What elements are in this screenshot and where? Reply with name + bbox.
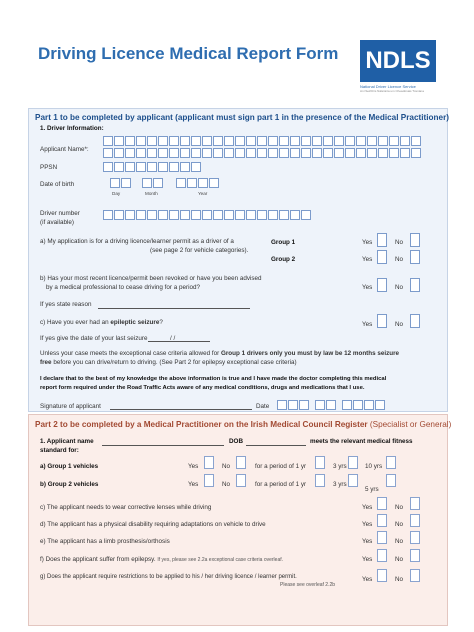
p2f-yes-label: Yes <box>362 556 373 563</box>
p2e-yes-checkbox[interactable] <box>377 531 387 544</box>
seizure-date-sep: / / <box>170 335 176 342</box>
b-no-label: No <box>395 284 404 291</box>
group1-vehicles-label: a) Group 1 vehicles <box>40 463 99 470</box>
p2e-no-label: No <box>395 538 404 545</box>
p2-applicant-name-label: 1. Applicant name <box>40 438 94 445</box>
gv1-yes-label: Yes <box>188 463 199 470</box>
group2-label: Group 2 <box>271 256 296 263</box>
seizure-date-label: If yes give the date of your last seizure <box>40 335 148 342</box>
gv2-1yr-checkbox[interactable] <box>315 474 325 487</box>
g1-yes-label: Yes <box>362 239 373 246</box>
p2d-no-label: No <box>395 521 404 528</box>
gv1-3yrs-checkbox[interactable] <box>348 456 358 469</box>
gv2-no-checkbox[interactable] <box>236 474 246 487</box>
p2e-yes-label: Yes <box>362 538 373 545</box>
group1-label: Group 1 <box>271 239 296 246</box>
declaration-line1: I declare that to the best of my knowledge the above information is true and I have made the doctor completing this medical <box>40 376 387 382</box>
ppsn-boxes[interactable] <box>103 162 202 172</box>
year-label: Year <box>198 191 208 196</box>
gv1-no-checkbox[interactable] <box>236 456 246 469</box>
c-yes-label: Yes <box>362 321 373 328</box>
form-title: Driving Licence Medical Report Form <box>38 44 339 63</box>
p2f-yes-checkbox[interactable] <box>377 549 387 562</box>
gv1-no-label: No <box>222 463 231 470</box>
p2-question-f: f) Does the applicant suffer from epilepsy. If yes, please see 2.2a exceptional case criteria overleaf. <box>40 556 283 563</box>
signature-line[interactable] <box>110 409 252 410</box>
driver-info-label: 1. Driver Information: <box>40 125 104 132</box>
gv2-3yrs-checkbox[interactable] <box>348 474 358 487</box>
gv2-yes-label: Yes <box>188 481 199 488</box>
g1-no-checkbox[interactable] <box>410 233 420 247</box>
part1-heading: Part 1 to be completed by applicant (applicant must sign part 1 in the presence of the Medical Practitioner) <box>35 113 450 122</box>
b-no-checkbox[interactable] <box>410 278 420 292</box>
g2-no-checkbox[interactable] <box>410 250 420 264</box>
gv1-1yr-checkbox[interactable] <box>315 456 325 469</box>
g2-yes-checkbox[interactable] <box>377 250 387 264</box>
gv2-no-label: No <box>222 481 231 488</box>
question-a: a) My application is for a driving licence/learner permit as a driver of a <box>40 238 234 245</box>
g1-yes-checkbox[interactable] <box>377 233 387 247</box>
meets-standard-line2: standard for: <box>40 447 79 454</box>
p2f-no-checkbox[interactable] <box>410 549 420 562</box>
b-yes-label: Yes <box>362 284 373 291</box>
p2d-no-checkbox[interactable] <box>410 514 420 527</box>
if-available-label: (if available) <box>40 219 74 226</box>
p2g-no-label: No <box>395 576 404 583</box>
gv2-3yrs-label: 3 yrs <box>333 481 347 488</box>
p2g-no-checkbox[interactable] <box>410 569 420 582</box>
reason-line[interactable] <box>98 308 250 309</box>
ndls-logo: NDLS <box>360 40 436 82</box>
question-b-line1: b) Has your most recent licence/permit been revoked or have you been advised <box>40 275 262 282</box>
if-yes-reason-label: If yes state reason <box>40 301 92 308</box>
group2-vehicles-label: b) Group 2 vehicles <box>40 481 99 488</box>
p2f-no-label: No <box>395 556 404 563</box>
gv2-period-label: for a period of 1 yr <box>255 481 307 488</box>
c-yes-checkbox[interactable] <box>377 314 387 328</box>
p2-dob-label: DOB <box>229 438 243 445</box>
note-line2: free before you can drive/return to driving. (See Part 2 for epilepsy exceptional case criteria) <box>40 359 297 366</box>
c-no-label: No <box>395 321 404 328</box>
g1-no-label: No <box>395 239 404 246</box>
p2g-yes-checkbox[interactable] <box>377 569 387 582</box>
gv1-period-label: for a period of 1 yr <box>255 463 307 470</box>
seizure-date-line[interactable] <box>148 341 210 342</box>
question-a-sub: (see page 2 for vehicle categories). <box>150 247 249 254</box>
p2-question-c: c) The applicant needs to wear corrective lenses while driving <box>40 504 212 511</box>
gv1-yes-checkbox[interactable] <box>204 456 214 469</box>
p2d-yes-label: Yes <box>362 521 373 528</box>
dob-year-boxes[interactable] <box>176 178 220 188</box>
day-label: Day <box>112 191 121 196</box>
p2c-yes-checkbox[interactable] <box>377 497 387 510</box>
g2-no-label: No <box>395 256 404 263</box>
applicant-name-boxes-row2[interactable] <box>103 148 422 158</box>
b-yes-checkbox[interactable] <box>377 278 387 292</box>
p2g-yes-label: Yes <box>362 576 373 583</box>
p2c-no-checkbox[interactable] <box>410 497 420 510</box>
applicant-name-boxes-row1[interactable] <box>103 136 422 146</box>
g2-yes-label: Yes <box>362 256 373 263</box>
gv1-10yrs-checkbox[interactable] <box>386 456 396 469</box>
question-b-line2: by a medical professional to cease driving for a period? <box>46 284 201 291</box>
p2c-no-label: No <box>395 504 404 511</box>
gv2-5yrs-checkbox[interactable] <box>386 474 396 487</box>
applicant-name-label: Applicant Name*: <box>40 146 89 153</box>
ppsn-label: PPSN <box>40 164 58 171</box>
question-c: c) Have you ever had an epileptic seizure? <box>40 319 163 326</box>
note-line1: Unless your case meets the exceptional case criteria allowed for Group 1 drivers only you must by law be 12 months seizure <box>40 350 400 357</box>
month-label: Month <box>145 191 158 196</box>
p2c-yes-label: Yes <box>362 504 373 511</box>
p2-question-g-note: Please see overleaf 2.2b <box>280 582 336 588</box>
declaration-line2: report form required under the Road Traffic Acts aware of any medical conditions, drugs and medications that I use. <box>40 385 365 391</box>
gv1-10yrs-label: 10 yrs <box>365 463 383 470</box>
date-label: Date <box>256 403 270 410</box>
c-no-checkbox[interactable] <box>410 314 420 328</box>
logo-subtitle: National Driver Licence Service <box>360 84 416 89</box>
p2e-no-checkbox[interactable] <box>410 531 420 544</box>
dob-month-boxes[interactable] <box>142 178 164 188</box>
signature-label: Signature of applicant <box>40 403 101 410</box>
logo-tagline: An tSeirbhís Náisiúnta um Cheadúnais Tiomána <box>360 89 424 93</box>
p2-applicant-name-line[interactable] <box>102 445 224 446</box>
driver-number-label: Driver number <box>40 210 80 217</box>
dob-day-boxes[interactable] <box>110 178 132 188</box>
gv1-3yrs-label: 3 yrs <box>333 463 347 470</box>
gv2-5yrs-label: 5 yrs <box>365 486 379 493</box>
part2-heading: Part 2 to be completed by a Medical Practitioner on the Irish Medical Council Register (Specialist or General) <box>35 420 452 429</box>
gv2-yes-checkbox[interactable] <box>204 474 214 487</box>
p2-question-d: d) The applicant has a physical disability requiring adaptations on vehicle to drive <box>40 521 266 528</box>
dob-label: Date of birth <box>40 181 75 188</box>
meets-standard-line1: meets the relevant medical fitness <box>310 438 413 445</box>
driver-number-boxes[interactable] <box>103 210 312 220</box>
p2-question-e: e) The applicant has a limb prosthesis/orthosis <box>40 538 170 545</box>
p2-question-g: g) Does the applicant require restrictions to be applied to his / her driving licence / learner permit. <box>40 574 297 580</box>
p2-dob-line[interactable] <box>246 445 306 446</box>
signature-date-boxes[interactable] <box>277 400 386 410</box>
p2d-yes-checkbox[interactable] <box>377 514 387 527</box>
